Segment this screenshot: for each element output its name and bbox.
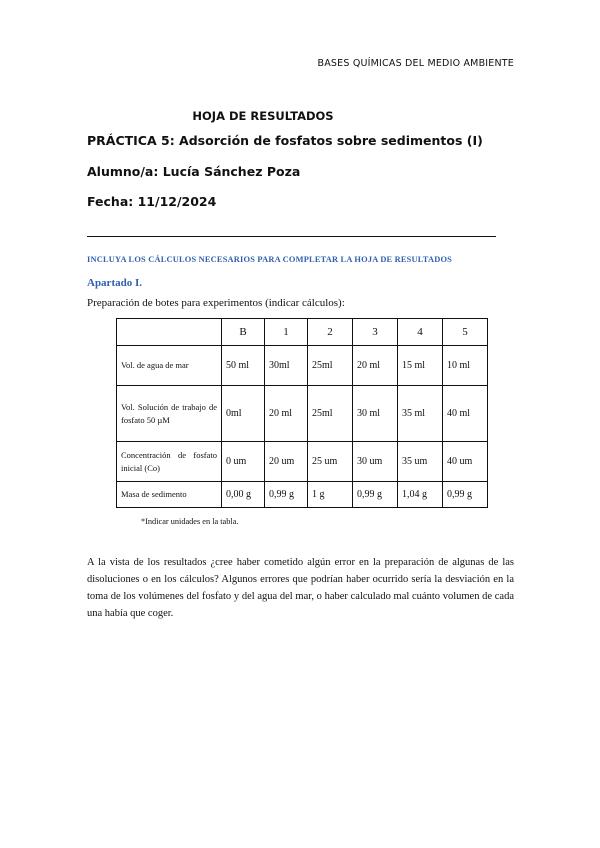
section-title: Apartado I. — [87, 277, 143, 289]
table-header-cell: 1 — [265, 319, 308, 346]
table-cell: 25 um — [308, 442, 353, 482]
table-note: *Indicar unidades en la tabla. — [141, 517, 239, 526]
table-cell: 35 um — [398, 442, 443, 482]
course-header: BASES QUÍMICAS DEL MEDIO AMBIENTE — [317, 58, 514, 69]
table-cell: 10 ml — [443, 346, 488, 386]
table-cell: 40 um — [443, 442, 488, 482]
table-header-row — [117, 319, 488, 346]
preparation-text: Preparación de botes para experimentos (indicar cálculos): — [87, 297, 345, 309]
table-cell: 35 ml — [398, 386, 443, 442]
table-row — [117, 482, 488, 508]
table-row — [117, 442, 488, 482]
table-cell: 20 ml — [353, 346, 398, 386]
table-header-cell: B — [222, 319, 265, 346]
instruction-text: INCLUYA LOS CÁLCULOS NECESARIOS PARA COMPLETAR LA HOJA DE RESULTADOS — [87, 255, 453, 264]
student-name: Alumno/a: Lucía Sánchez Poza — [87, 164, 301, 179]
results-table — [116, 318, 488, 508]
table-cell: 0ml — [222, 386, 265, 442]
table-cell: 20 um — [265, 442, 308, 482]
table-row — [117, 386, 488, 442]
table-header-cell: 4 — [398, 319, 443, 346]
table-cell: 30ml — [265, 346, 308, 386]
table-cell: 1,04 g — [398, 482, 443, 508]
sheet-title: HOJA DE RESULTADOS — [192, 109, 334, 123]
row-label: Concentración de fosfato inicial (Co) — [117, 442, 222, 482]
table-cell: 30 ml — [353, 386, 398, 442]
table-cell: 1 g — [308, 482, 353, 508]
table-cell: 30 um — [353, 442, 398, 482]
table-cell: 0,99 g — [443, 482, 488, 508]
table-cell: 25ml — [308, 346, 353, 386]
date-line: Fecha: 11/12/2024 — [87, 194, 217, 209]
table-cell: 0,00 g — [222, 482, 265, 508]
table-header-cell: 3 — [353, 319, 398, 346]
table-cell: 50 ml — [222, 346, 265, 386]
table-row — [117, 346, 488, 386]
row-label: Masa de sedimento — [117, 482, 222, 508]
table-cell: 40 ml — [443, 386, 488, 442]
practice-title: PRÁCTICA 5: Adsorción de fosfatos sobre sedimentos (I) — [87, 133, 483, 148]
table-header-cell: 5 — [443, 319, 488, 346]
table-cell: 25ml — [308, 386, 353, 442]
row-label: Vol. de agua de mar — [117, 346, 222, 386]
divider-line — [87, 236, 496, 237]
table-header-cell: 2 — [308, 319, 353, 346]
table-cell: 20 ml — [265, 386, 308, 442]
table-cell: 0 um — [222, 442, 265, 482]
table-cell: 0,99 g — [265, 482, 308, 508]
table-header-cell — [117, 319, 222, 346]
table-cell: 15 ml — [398, 346, 443, 386]
row-label: Vol. Solución de trabajo de fosfato 50 µM — [117, 386, 222, 442]
answer-paragraph: A la vista de los resultados ¿cree haber cometido algún error en la preparación de algunas de las disoluciones o en los cálculos? Algunos errores que podrían haber ocurrido sería la desviación en la toma de los volúmenes del fosfato y del agua del mar, o haber calculado mal cuánto volumen de cada una había que coger. — [87, 557, 514, 619]
table-cell: 0,99 g — [353, 482, 398, 508]
